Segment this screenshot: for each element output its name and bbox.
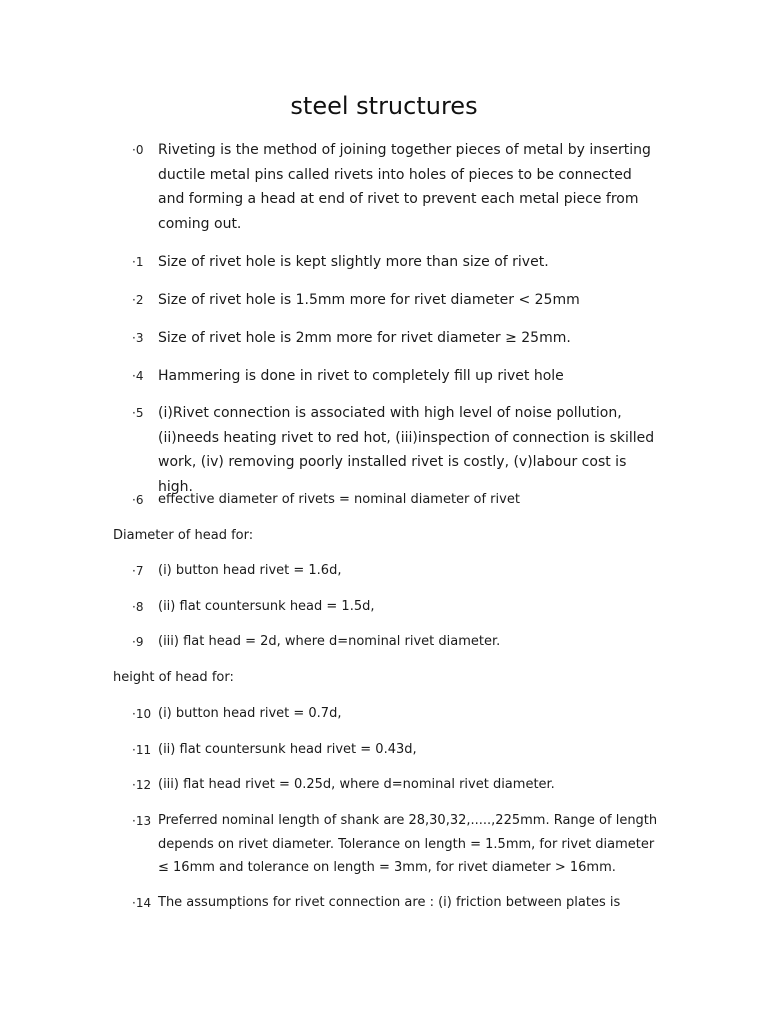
item-number: ·3 [132, 331, 144, 345]
item-number: ·0 [132, 143, 144, 157]
item-text: (ii) flat countersunk head rivet = 0.43d, [158, 742, 417, 757]
item-number: ·5 [132, 406, 144, 420]
item-text: Size of rivet hole is 1.5mm more for rivet diameter < 25mm [158, 292, 580, 308]
item-text: (i)Rivet connection is associated with high level of noise pollution, (ii)needs heating rivet to red hot, (iii)inspection of connection is skilled work, (iv) removing poorly installed rivet is costly, (v)labour cost is high. [158, 405, 655, 495]
item-number: ·4 [132, 369, 144, 383]
item-number: ·2 [132, 293, 144, 307]
section-heading-diameter: Diameter of head for: [113, 528, 254, 543]
item-text: (i) button head rivet = 0.7d, [158, 706, 342, 721]
item-number: ·10 [132, 707, 152, 721]
item-text: Preferred nominal length of shank are 28,30,32,.....,225mm. Range of length depends on rivet diameter. Tolerance on length = 1.5mm, for rivet diameter ≤ 16mm and tolerance on length = 3mm, for rivet diameter > 16mm. [158, 813, 658, 875]
page-title: steel structures [290, 92, 478, 120]
item-number: ·8 [132, 600, 144, 614]
item-number: ·7 [132, 564, 144, 578]
item-number: ·13 [132, 814, 152, 828]
item-text: Size of rivet hole is kept slightly more than size of rivet. [158, 254, 549, 270]
item-number: ·14 [132, 896, 152, 910]
item-number: ·1 [132, 255, 144, 269]
item-number: ·6 [132, 493, 144, 507]
item-text: (iii) flat head rivet = 0.25d, where d=nominal rivet diameter. [158, 777, 555, 792]
item-text: (i) button head rivet = 1.6d, [158, 563, 342, 578]
section-heading-height: height of head for: [113, 670, 234, 685]
item-text: (iii) flat head = 2d, where d=nominal rivet diameter. [158, 634, 501, 649]
item-text: Size of rivet hole is 2mm more for rivet diameter ≥ 25mm. [158, 330, 571, 346]
item-text: effective diameter of rivets = nominal diameter of rivet [158, 492, 520, 507]
item-number: ·12 [132, 778, 152, 792]
item-number: ·11 [132, 743, 152, 757]
item-text: The assumptions for rivet connection are : (i) friction between plates is [158, 895, 621, 910]
item-text: Hammering is done in rivet to completely fill up rivet hole [158, 368, 564, 384]
item-number: ·9 [132, 635, 144, 649]
item-text: (ii) flat countersunk head = 1.5d, [158, 599, 375, 614]
item-text: Riveting is the method of joining together pieces of metal by inserting ductile metal pins called rivets into holes of pieces to be connected and forming a head at end of rivet to prevent each metal piece from coming out. [158, 142, 651, 232]
